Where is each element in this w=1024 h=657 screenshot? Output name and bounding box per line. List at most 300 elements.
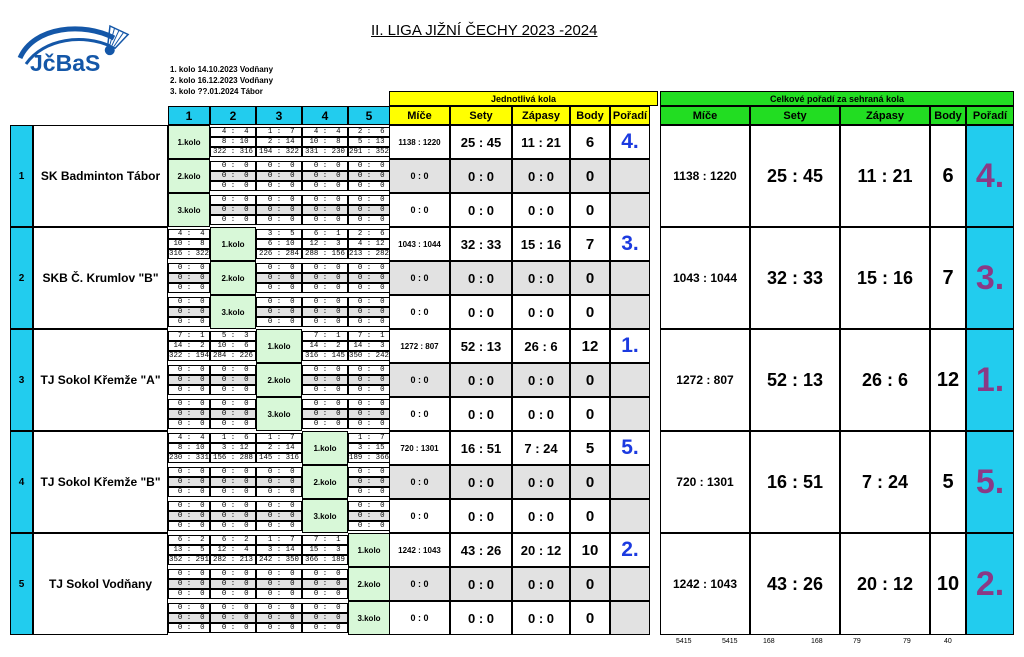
match-score: 0 : 0 — [348, 283, 390, 293]
kolo-label: 1.kolo — [256, 329, 302, 363]
round-points: 0 — [570, 397, 610, 431]
match-score: 0 : 0 — [348, 365, 390, 375]
match-score: 0 : 0 — [256, 613, 302, 623]
match-score: 0 : 0 — [256, 317, 302, 327]
match-score: 0 : 0 — [302, 589, 348, 599]
total-points: 12 — [930, 329, 966, 431]
match-score: 6 : 2 — [168, 535, 210, 545]
match-score: 0 : 0 — [210, 623, 256, 633]
match-score: 3 : 14 — [256, 545, 302, 555]
match-score: 0 : 0 — [210, 181, 256, 191]
match-score: 6 : 1 — [302, 229, 348, 239]
column-header-3: 3 — [256, 106, 302, 125]
match-score: 145 : 316 — [256, 453, 302, 463]
match-score: 0 : 0 — [168, 603, 210, 613]
round-balls: 0 : 0 — [389, 295, 450, 329]
kolo-label: 2.kolo — [302, 465, 348, 499]
round-rank: 4. — [610, 125, 650, 159]
round-balls: 1242 : 1043 — [389, 533, 450, 567]
match-score: 0 : 0 — [348, 317, 390, 327]
match-score: 0 : 0 — [348, 487, 390, 497]
round-balls: 1138 : 1220 — [389, 125, 450, 159]
round-rank — [610, 363, 650, 397]
header-celkove-poradi: Celkové pořadí za sehraná kola — [660, 91, 1014, 106]
kolo-label: 3.kolo — [348, 601, 390, 635]
total-balls: 1242 : 1043 — [660, 533, 750, 635]
round-points: 7 — [570, 227, 610, 261]
match-score: 0 : 0 — [168, 613, 210, 623]
match-score: 0 : 0 — [210, 477, 256, 487]
match-score: 0 : 0 — [302, 365, 348, 375]
round-balls: 0 : 0 — [389, 261, 450, 295]
match-score: 0 : 0 — [210, 579, 256, 589]
match-score: 0 : 0 — [168, 307, 210, 317]
header-jednotliva-kola: Jednotlivá kola — [389, 91, 658, 106]
match-score: 14 : 3 — [348, 341, 390, 351]
total-balls: 1138 : 1220 — [660, 125, 750, 227]
match-score: 0 : 0 — [210, 511, 256, 521]
round-sets: 43 : 26 — [450, 533, 512, 567]
match-score: 0 : 0 — [302, 273, 348, 283]
round-schedule — [170, 64, 273, 97]
round-balls: 0 : 0 — [389, 193, 450, 227]
match-score: 0 : 0 — [256, 511, 302, 521]
match-score: 5 : 3 — [210, 331, 256, 341]
round-sets: 0 : 0 — [450, 499, 512, 533]
match-score: 0 : 0 — [302, 385, 348, 395]
match-score: 0 : 0 — [168, 399, 210, 409]
round-sets: 25 : 45 — [450, 125, 512, 159]
column-header-1: 1 — [168, 106, 210, 125]
match-score: 0 : 0 — [302, 181, 348, 191]
round-points: 0 — [570, 261, 610, 295]
match-score: 0 : 0 — [210, 365, 256, 375]
match-score: 213 : 282 — [349, 250, 389, 258]
match-score: 0 : 0 — [256, 171, 302, 181]
match-score: 0 : 0 — [210, 161, 256, 171]
team-name: TJ Sokol Křemže "A" — [33, 329, 168, 431]
round-matches: 0 : 0 — [512, 363, 570, 397]
round-rank: 3. — [610, 227, 650, 261]
round-balls: 0 : 0 — [389, 567, 450, 601]
total-points: 10 — [930, 533, 966, 635]
total-sets: 16 : 51 — [750, 431, 840, 533]
match-score: 0 : 0 — [302, 603, 348, 613]
match-score: 0 : 0 — [348, 477, 390, 487]
team-name: SK Badminton Tábor — [33, 125, 168, 227]
match-score: 15 : 3 — [302, 545, 348, 555]
round-points: 5 — [570, 431, 610, 465]
page-title: II. LIGA JIŽNÍ ČECHY 2023 -2024 — [371, 22, 598, 39]
subheader-4: Pořadí — [610, 106, 650, 125]
match-score: 0 : 0 — [302, 399, 348, 409]
round-sets: 0 : 0 — [450, 465, 512, 499]
subheader-3: Body — [570, 106, 610, 125]
total-points: 5 — [930, 431, 966, 533]
match-score: 0 : 0 — [256, 273, 302, 283]
total-subheader-1: Sety — [750, 106, 840, 125]
total-matches: 20 : 12 — [840, 533, 930, 635]
match-score: 0 : 0 — [256, 467, 302, 477]
team-position: 5 — [10, 533, 33, 635]
match-score: 5 : 13 — [348, 137, 390, 147]
round-sets: 0 : 0 — [450, 261, 512, 295]
total-rank: 5. — [966, 431, 1014, 533]
match-score: 0 : 0 — [348, 511, 390, 521]
kolo-label: 3.kolo — [302, 499, 348, 533]
kolo-label: 3.kolo — [256, 397, 302, 431]
match-score: 7 : 1 — [348, 331, 390, 341]
match-score: 0 : 0 — [168, 365, 210, 375]
footer-number: 168 — [811, 638, 823, 645]
match-score: 14 : 2 — [168, 341, 210, 351]
round-points: 0 — [570, 193, 610, 227]
match-score: 0 : 0 — [168, 511, 210, 521]
match-score: 0 : 0 — [348, 409, 390, 419]
round-1-info: 1. kolo 14.10.2023 Vodňany — [170, 65, 274, 74]
match-score: 2 : 6 — [348, 127, 390, 137]
match-score: 189 : 366 — [349, 454, 389, 462]
match-score: 0 : 0 — [302, 419, 348, 429]
match-score: 4 : 4 — [302, 127, 348, 137]
round-matches: 0 : 0 — [512, 567, 570, 601]
round-sets: 32 : 33 — [450, 227, 512, 261]
match-score: 0 : 0 — [210, 613, 256, 623]
match-score: 7 : 1 — [168, 331, 210, 341]
match-score: 0 : 0 — [302, 283, 348, 293]
match-score: 0 : 0 — [256, 569, 302, 579]
round-rank — [610, 567, 650, 601]
match-score: 0 : 0 — [348, 467, 390, 477]
match-score: 10 : 8 — [302, 137, 348, 147]
kolo-label: 2.kolo — [348, 567, 390, 601]
round-matches: 7 : 24 — [512, 431, 570, 465]
match-score: 4 : 4 — [210, 127, 256, 137]
match-score: 0 : 0 — [302, 297, 348, 307]
match-score: 0 : 0 — [302, 623, 348, 633]
round-rank: 1. — [610, 329, 650, 363]
match-score: 0 : 0 — [256, 161, 302, 171]
match-score: 10 : 6 — [210, 341, 256, 351]
match-score: 0 : 0 — [256, 623, 302, 633]
match-score: 12 : 3 — [302, 239, 348, 249]
match-score: 0 : 0 — [348, 195, 390, 205]
total-matches: 15 : 16 — [840, 227, 930, 329]
match-score: 0 : 0 — [302, 613, 348, 623]
match-score: 0 : 0 — [168, 263, 210, 273]
match-score: 0 : 0 — [348, 161, 390, 171]
total-sets: 32 : 33 — [750, 227, 840, 329]
round-rank — [610, 601, 650, 635]
match-score: 0 : 0 — [168, 283, 210, 293]
round-matches: 15 : 16 — [512, 227, 570, 261]
match-score: 0 : 0 — [210, 171, 256, 181]
match-score: 4 : 12 — [348, 239, 390, 249]
match-score: 10 : 8 — [168, 239, 210, 249]
match-score: 12 : 4 — [210, 545, 256, 555]
match-score: 0 : 0 — [256, 263, 302, 273]
match-score: 1 : 7 — [348, 433, 390, 443]
round-sets: 0 : 0 — [450, 363, 512, 397]
match-score: 226 : 284 — [256, 249, 302, 259]
match-score: 0 : 0 — [348, 171, 390, 181]
round-matches: 20 : 12 — [512, 533, 570, 567]
match-score: 0 : 0 — [210, 521, 256, 531]
match-score: 0 : 0 — [168, 589, 210, 599]
match-score: 0 : 0 — [302, 195, 348, 205]
match-score: 0 : 0 — [168, 297, 210, 307]
team-position: 4 — [10, 431, 33, 533]
round-sets: 0 : 0 — [450, 601, 512, 635]
match-score: 6 : 10 — [256, 239, 302, 249]
match-score: 0 : 0 — [210, 375, 256, 385]
match-score: 0 : 0 — [210, 205, 256, 215]
match-score: 322 : 316 — [210, 147, 256, 157]
match-score: 0 : 0 — [168, 273, 210, 283]
match-score: 0 : 0 — [348, 521, 390, 531]
total-sets: 25 : 45 — [750, 125, 840, 227]
match-score: 14 : 2 — [302, 341, 348, 351]
match-score: 156 : 288 — [210, 453, 256, 463]
footer-number: 5415 — [676, 638, 692, 645]
match-score: 0 : 0 — [348, 273, 390, 283]
round-points: 6 — [570, 125, 610, 159]
subheader-0: Míče — [389, 106, 450, 125]
round-balls: 0 : 0 — [389, 363, 450, 397]
match-score: 0 : 0 — [168, 317, 210, 327]
team-position: 3 — [10, 329, 33, 431]
match-score: 366 : 189 — [302, 555, 348, 565]
total-rank: 3. — [966, 227, 1014, 329]
round-balls: 0 : 0 — [389, 601, 450, 635]
kolo-label: 2.kolo — [256, 363, 302, 397]
round-matches: 0 : 0 — [512, 193, 570, 227]
kolo-label: 1.kolo — [302, 431, 348, 465]
round-points: 12 — [570, 329, 610, 363]
match-score: 0 : 0 — [168, 521, 210, 531]
match-score: 0 : 0 — [210, 215, 256, 225]
match-score: 350 : 242 — [349, 352, 389, 360]
round-matches: 0 : 0 — [512, 499, 570, 533]
match-score: 352 : 291 — [169, 556, 209, 564]
match-score: 8 : 10 — [168, 443, 210, 453]
match-score: 3 : 12 — [210, 443, 256, 453]
match-score: 282 : 213 — [210, 555, 256, 565]
round-rank — [610, 193, 650, 227]
match-score: 0 : 0 — [256, 589, 302, 599]
match-score: 3 : 5 — [256, 229, 302, 239]
match-score: 7 : 1 — [302, 331, 348, 341]
round-matches: 26 : 6 — [512, 329, 570, 363]
round-sets: 0 : 0 — [450, 567, 512, 601]
match-score: 0 : 0 — [348, 501, 390, 511]
match-score: 0 : 0 — [256, 181, 302, 191]
kolo-label: 1.kolo — [210, 227, 256, 261]
kolo-label: 3.kolo — [210, 295, 256, 329]
round-2-info: 2. kolo 16.12.2023 Vodňany — [170, 76, 274, 85]
kolo-label: 3.kolo — [168, 193, 210, 227]
match-score: 0 : 0 — [256, 487, 302, 497]
match-score: 0 : 0 — [348, 297, 390, 307]
round-rank — [610, 261, 650, 295]
round-3-info: 3. kolo ??.01.2024 Tábor — [170, 87, 263, 96]
match-score: 284 : 226 — [210, 351, 256, 361]
round-balls: 0 : 0 — [389, 397, 450, 431]
match-score: 0 : 0 — [210, 589, 256, 599]
match-score: 0 : 0 — [348, 215, 390, 225]
match-score: 1 : 6 — [210, 433, 256, 443]
match-score: 322 : 194 — [169, 352, 209, 360]
round-matches: 0 : 0 — [512, 397, 570, 431]
round-rank — [610, 499, 650, 533]
match-score: 0 : 0 — [168, 501, 210, 511]
round-balls: 720 : 1301 — [389, 431, 450, 465]
column-header-4: 4 — [302, 106, 348, 125]
round-sets: 16 : 51 — [450, 431, 512, 465]
total-subheader-2: Zápasy — [840, 106, 930, 125]
match-score: 0 : 0 — [256, 283, 302, 293]
total-balls: 1043 : 1044 — [660, 227, 750, 329]
match-score: 0 : 0 — [302, 569, 348, 579]
match-score: 0 : 0 — [168, 487, 210, 497]
match-score: 242 : 350 — [256, 555, 302, 565]
match-score: 0 : 0 — [168, 409, 210, 419]
match-score: 0 : 0 — [256, 297, 302, 307]
kolo-label: 1.kolo — [348, 533, 390, 567]
total-sets: 52 : 13 — [750, 329, 840, 431]
round-matches: 0 : 0 — [512, 601, 570, 635]
match-score: 0 : 0 — [210, 399, 256, 409]
match-score: 194 : 322 — [256, 147, 302, 157]
total-rank: 1. — [966, 329, 1014, 431]
match-score: 0 : 0 — [302, 409, 348, 419]
match-score: 3 : 15 — [348, 443, 390, 453]
match-score: 2 : 6 — [348, 229, 390, 239]
match-score: 0 : 0 — [256, 205, 302, 215]
subheader-2: Zápasy — [512, 106, 570, 125]
match-score: 0 : 0 — [168, 569, 210, 579]
kolo-label: 2.kolo — [168, 159, 210, 193]
round-points: 0 — [570, 363, 610, 397]
match-score: 6 : 2 — [210, 535, 256, 545]
footer-number: 40 — [944, 638, 952, 645]
match-score: 0 : 0 — [348, 419, 390, 429]
match-score: 0 : 0 — [256, 195, 302, 205]
match-score: 316 : 322 — [169, 250, 209, 258]
match-score: 0 : 0 — [168, 419, 210, 429]
match-score: 0 : 0 — [210, 501, 256, 511]
kolo-label: 2.kolo — [210, 261, 256, 295]
match-score: 0 : 0 — [210, 487, 256, 497]
round-rank: 2. — [610, 533, 650, 567]
total-balls: 720 : 1301 — [660, 431, 750, 533]
match-score: 2 : 14 — [256, 443, 302, 453]
round-matches: 11 : 21 — [512, 125, 570, 159]
round-rank — [610, 465, 650, 499]
round-matches: 0 : 0 — [512, 159, 570, 193]
round-points: 10 — [570, 533, 610, 567]
round-rank — [610, 397, 650, 431]
match-score: 0 : 0 — [210, 569, 256, 579]
match-score: 0 : 0 — [302, 579, 348, 589]
round-balls: 0 : 0 — [389, 465, 450, 499]
round-balls: 1272 : 807 — [389, 329, 450, 363]
match-score: 0 : 0 — [210, 419, 256, 429]
round-points: 0 — [570, 295, 610, 329]
match-score: 0 : 0 — [256, 603, 302, 613]
match-score: 1 : 7 — [256, 535, 302, 545]
total-subheader-3: Body — [930, 106, 966, 125]
match-score: 0 : 0 — [210, 195, 256, 205]
match-score: 0 : 0 — [302, 205, 348, 215]
footer-number: 5415 — [722, 638, 738, 645]
match-score: 0 : 0 — [302, 171, 348, 181]
team-position: 2 — [10, 227, 33, 329]
team-position: 1 — [10, 125, 33, 227]
subheader-1: Sety — [450, 106, 512, 125]
column-header-5: 5 — [348, 106, 390, 125]
round-sets: 0 : 0 — [450, 397, 512, 431]
match-score: 0 : 0 — [168, 623, 210, 633]
match-score: 8 : 10 — [210, 137, 256, 147]
match-score: 288 : 156 — [302, 249, 348, 259]
total-subheader-4: Pořadí — [966, 106, 1014, 125]
match-score: 0 : 0 — [210, 385, 256, 395]
round-balls: 0 : 0 — [389, 159, 450, 193]
match-score: 316 : 145 — [302, 351, 348, 361]
round-matches: 0 : 0 — [512, 465, 570, 499]
total-sets: 43 : 26 — [750, 533, 840, 635]
round-rank — [610, 159, 650, 193]
match-score: 0 : 0 — [168, 477, 210, 487]
match-score: 0 : 0 — [256, 215, 302, 225]
match-score: 0 : 0 — [348, 375, 390, 385]
match-score: 0 : 0 — [168, 579, 210, 589]
match-score: 4 : 4 — [168, 433, 210, 443]
match-score: 0 : 0 — [348, 263, 390, 273]
match-score: 0 : 0 — [302, 263, 348, 273]
round-balls: 1043 : 1044 — [389, 227, 450, 261]
total-rank: 2. — [966, 533, 1014, 635]
column-header-2: 2 — [210, 106, 256, 125]
match-score: 13 : 5 — [168, 545, 210, 555]
total-points: 6 — [930, 125, 966, 227]
team-name: TJ Sokol Křemže "B" — [33, 431, 168, 533]
match-score: 331 : 230 — [302, 147, 348, 157]
match-score: 4 : 4 — [168, 229, 210, 239]
total-balls: 1272 : 807 — [660, 329, 750, 431]
match-score: 0 : 0 — [210, 603, 256, 613]
match-score: 230 : 331 — [169, 454, 209, 462]
kolo-label: 1.kolo — [168, 125, 210, 159]
round-sets: 0 : 0 — [450, 295, 512, 329]
match-score: 0 : 0 — [168, 467, 210, 477]
match-score: 0 : 0 — [210, 467, 256, 477]
footer-number: 79 — [853, 638, 861, 645]
match-score: 0 : 0 — [302, 307, 348, 317]
match-score: 7 : 1 — [302, 535, 348, 545]
match-score: 0 : 0 — [168, 385, 210, 395]
match-score: 0 : 0 — [302, 375, 348, 385]
footer-number: 79 — [903, 638, 911, 645]
round-sets: 0 : 0 — [450, 159, 512, 193]
match-score: 0 : 0 — [256, 307, 302, 317]
total-subheader-0: Míče — [660, 106, 750, 125]
match-score: 0 : 0 — [348, 205, 390, 215]
match-score: 0 : 0 — [348, 307, 390, 317]
round-points: 0 — [570, 601, 610, 635]
team-name: TJ Sokol Vodňany — [33, 533, 168, 635]
